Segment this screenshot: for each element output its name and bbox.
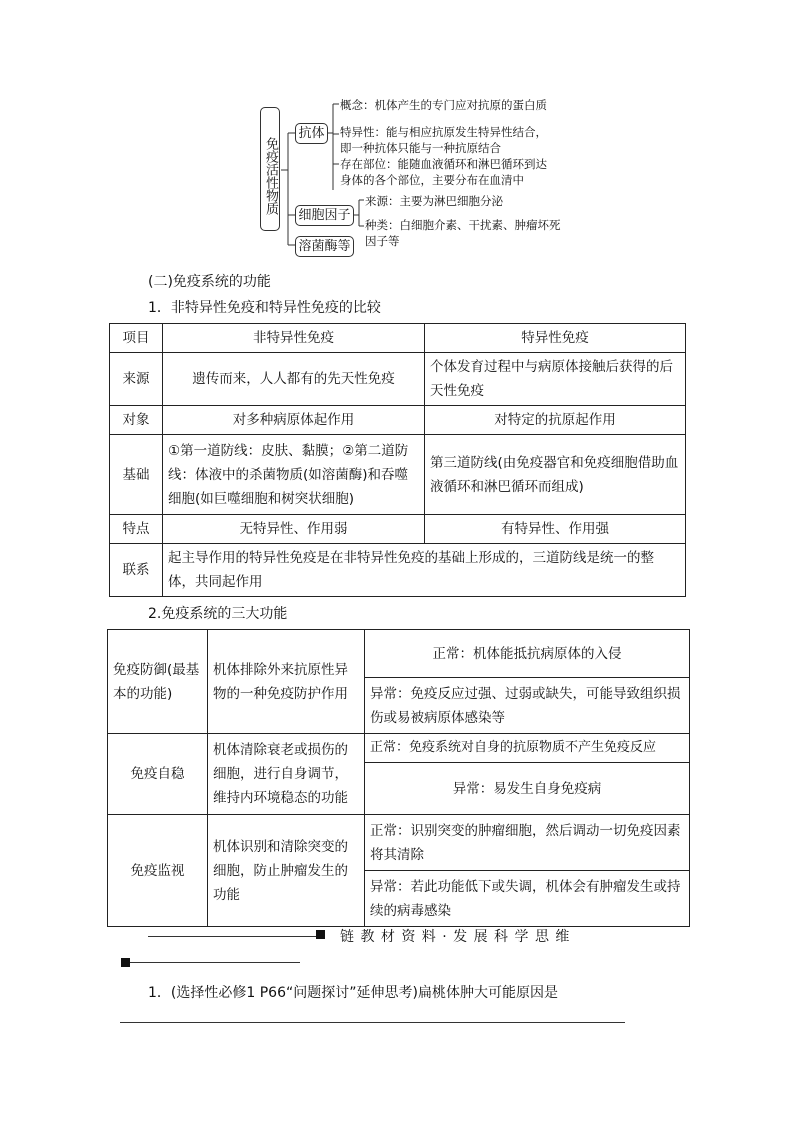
cytokine-types-1: 种类：白细胞介素、干扰素、肿瘤坏死 xyxy=(365,218,561,232)
banner-square-right xyxy=(121,958,130,967)
table-row xyxy=(110,515,686,544)
answer-line[interactable] xyxy=(120,1022,625,1023)
antibody-concept: 概念：机体产生的专门应对抗原的蛋白质 xyxy=(340,98,547,112)
abnormal-cell: 异常：免疫反应过强、过弱或缺失，可能导致组织损伤或易被病原体感染等 xyxy=(365,678,690,734)
cell: 个体发育过程中与病原体接触后获得的后天性免疫 xyxy=(425,353,686,406)
table-row xyxy=(108,734,690,763)
subsection-1-title: 1．非特异性免疫和特异性免疫的比较 xyxy=(148,300,381,316)
section-title: (二)免疫系统的功能 xyxy=(148,274,271,290)
cell: 对多种病原体起作用 xyxy=(163,406,425,435)
antibody-location-2: 身体的各个部位，主要分布在血清中 xyxy=(340,173,524,187)
cell: 对特定的抗原起作用 xyxy=(425,406,686,435)
functions-table xyxy=(107,629,690,927)
antibody-specificity-1: 特异性：能与相应抗原发生特异性结合， xyxy=(340,125,547,139)
header-item: 项目 xyxy=(110,324,163,353)
row-label: 基础 xyxy=(110,435,163,515)
table-row xyxy=(110,544,686,597)
cell: ①第一道防线：皮肤、黏膜；②第二道防线：体液中的杀菌物质(如溶菌酶)和吞噬细胞(如巨噬细胞和树突状细胞) xyxy=(163,435,425,515)
mindmap-antibody: 抗体 xyxy=(295,123,328,144)
table-row xyxy=(108,815,690,871)
row-label: 特点 xyxy=(110,515,163,544)
function-desc: 机体识别和清除突变的细胞，防止肿瘤发生的功能 xyxy=(208,815,365,927)
header-nonspecific: 非特异性免疫 xyxy=(163,324,425,353)
table-header-row xyxy=(110,324,686,353)
function-name: 免疫自稳 xyxy=(108,734,208,815)
abnormal-cell: 异常：若此功能低下或失调，机体会有肿瘤发生或持续的病毒感染 xyxy=(365,871,690,927)
cell: 无特异性、作用弱 xyxy=(163,515,425,544)
cell: 第三道防线(由免疫器官和免疫细胞借助血液循环和淋巴循环而组成) xyxy=(425,435,686,515)
row-label: 来源 xyxy=(110,353,163,406)
table-row xyxy=(110,406,686,435)
abnormal-cell: 异常：易发生自身免疫病 xyxy=(365,763,690,815)
table-row xyxy=(108,630,690,678)
mindmap-root: 免疫活性物质 xyxy=(260,107,280,231)
banner-rule-right xyxy=(130,962,300,963)
antibody-specificity-2: 即一种抗体只能与一种抗原结合 xyxy=(340,141,501,155)
function-name: 免疫防御(最基本的功能) xyxy=(108,630,208,734)
row-label: 对象 xyxy=(110,406,163,435)
normal-cell: 正常：识别突变的肿瘤细胞，然后调动一切免疫因素将其清除 xyxy=(365,815,690,871)
cytokine-source: 来源：主要为淋巴细胞分泌 xyxy=(365,194,503,208)
function-desc: 机体排除外来抗原性异物的一种免疫防护作用 xyxy=(208,630,365,734)
row-label: 联系 xyxy=(110,544,163,597)
subsection-2-title: 2.免疫系统的三大功能 xyxy=(148,606,288,622)
function-name: 免疫监视 xyxy=(108,815,208,927)
function-desc: 机体清除衰老或损伤的细胞，进行自身调节，维持内环境稳态的功能 xyxy=(208,734,365,815)
normal-cell: 正常：免疫系统对自身的抗原物质不产生免疫反应 xyxy=(365,734,690,763)
cell: 有特异性、作用强 xyxy=(425,515,686,544)
table-row xyxy=(110,353,686,406)
banner-text: 链 教 材 资 料 · 发 展 科 学 思 维 xyxy=(340,929,570,945)
comparison-table xyxy=(109,323,686,597)
question-text: 1．(选择性必修1 P66“问题探讨”延伸思考)扁桃体肿大可能原因是 xyxy=(148,985,558,1001)
antibody-location-1: 存在部位：能随血液循环和淋巴循环到达 xyxy=(340,157,547,171)
header-specific: 特异性免疫 xyxy=(425,324,686,353)
cytokine-types-2: 因子等 xyxy=(365,234,400,248)
banner-square-left xyxy=(316,930,325,939)
mindmap-cytokine: 细胞因子 xyxy=(295,205,354,226)
mindmap-lysozyme: 溶菌酶等 xyxy=(295,236,354,257)
table-row xyxy=(110,435,686,515)
cell: 起主导作用的特异性免疫是在非特异性免疫的基础上形成的，三道防线是统一的整体，共同起作用 xyxy=(163,544,686,597)
banner-rule-left xyxy=(148,936,316,937)
normal-cell: 正常：机体能抵抗病原体的入侵 xyxy=(365,630,690,678)
cell: 遗传而来，人人都有的先天性免疫 xyxy=(163,353,425,406)
